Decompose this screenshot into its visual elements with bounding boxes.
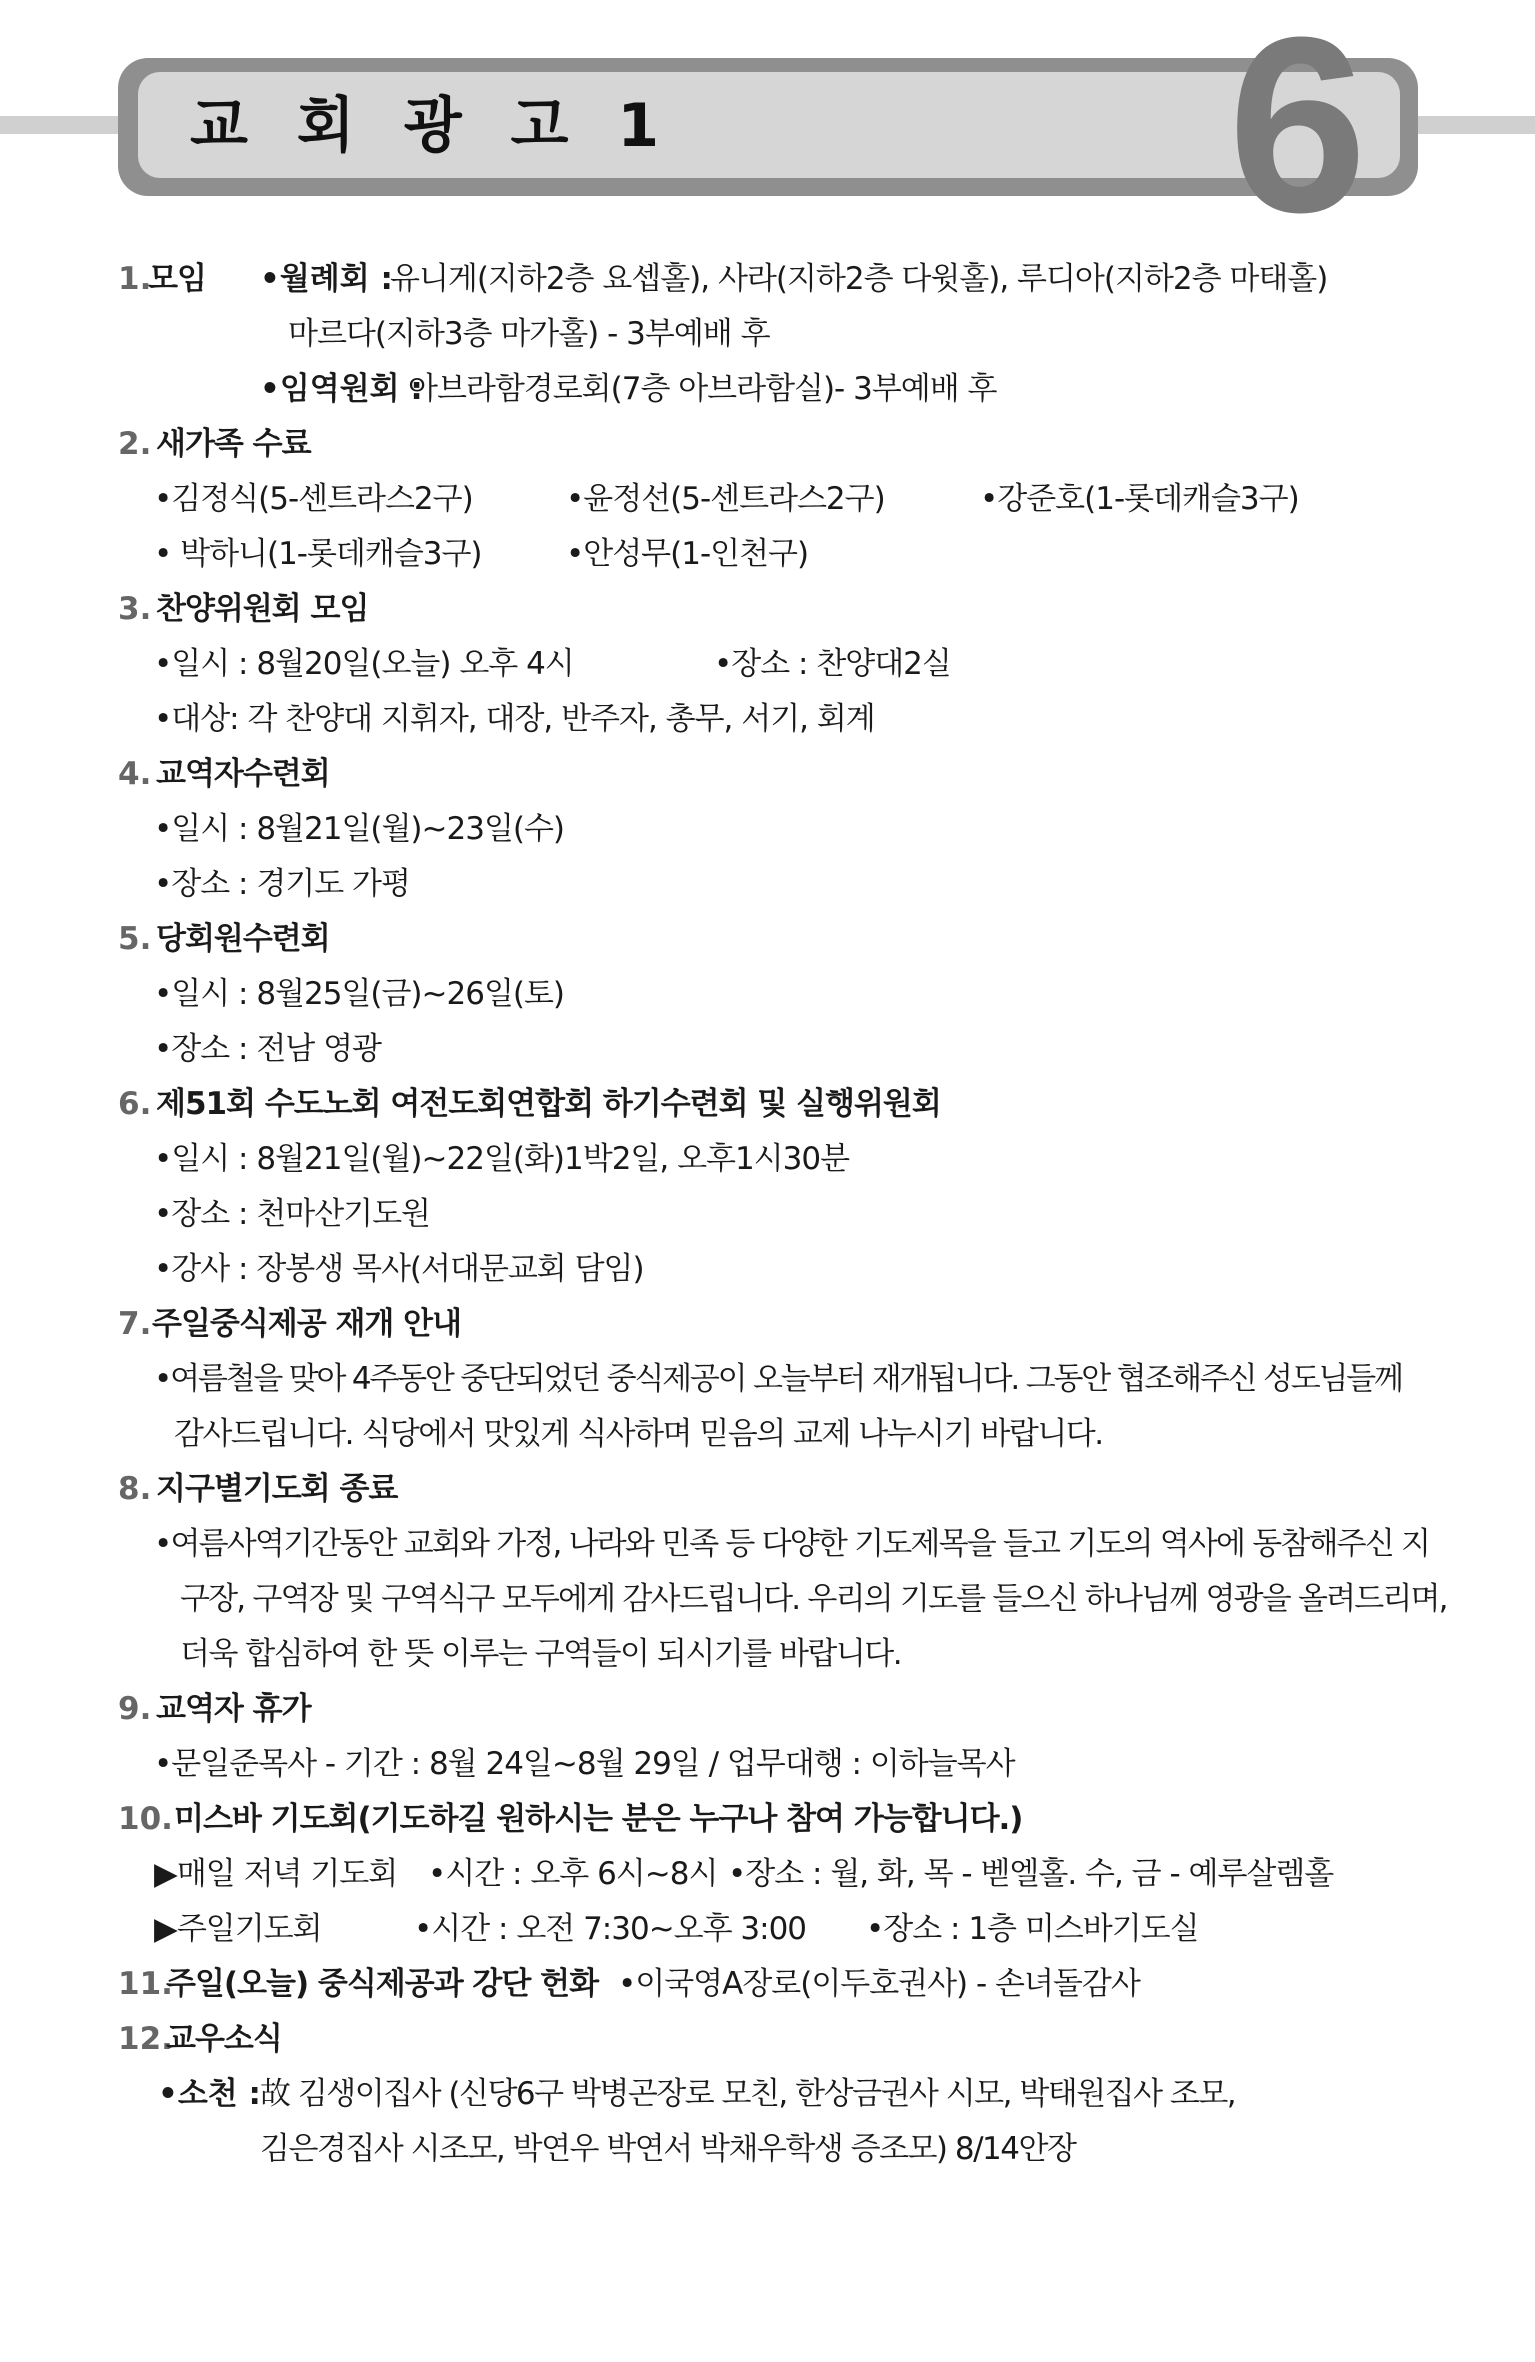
announcement-list	[118, 252, 1447, 2177]
section-4-line	[118, 802, 1418, 857]
list-item: • 박하니(1-롯데캐슬3구)	[154, 536, 482, 572]
section-title: 교역자 휴가	[156, 1691, 311, 1727]
section-6-line	[118, 1132, 1418, 1187]
item-label: •임역원회 :	[260, 371, 423, 407]
section-8-line	[118, 1627, 1418, 1682]
section-7-line	[118, 1407, 1418, 1462]
item-text: 더욱 합심하여 한 뜻 이루는 구역들이 되시기를 바랍니다.	[180, 1636, 902, 1672]
section-title: 주일중식제공 재개 안내	[152, 1306, 462, 1342]
list-item: •김정식(5-센트라스2구)	[154, 481, 473, 517]
section-8-header	[118, 1462, 1418, 1517]
section-8-line	[118, 1517, 1430, 1572]
section-4-header	[118, 747, 1418, 802]
section-6-line	[118, 1242, 1418, 1297]
section-2-line	[118, 472, 1418, 527]
item-label: •소천 :	[158, 2076, 261, 2112]
item-text: •여름철을 맞아 4주동안 중단되었던 중식제공이 오늘부터 재개됩니다. 그동안 협조해주신 성도님들께	[154, 1361, 1402, 1397]
page-number: 6	[1228, 0, 1368, 264]
item-text: •장소 : 1층 미스바기도실	[866, 1911, 1199, 1947]
section-title: 교우소식	[166, 2021, 282, 2057]
section-3-line	[118, 637, 1418, 692]
section-5-line	[118, 1022, 1418, 1077]
section-number: 8.	[118, 1471, 152, 1507]
list-item: •윤정선(5-센트라스2구)	[566, 481, 885, 517]
item-text: ▶매일 저녁 기도회	[154, 1856, 398, 1892]
item-text: 구장, 구역장 및 구역식구 모두에게 감사드립니다. 우리의 기도를 들으신 하나님께 영광을 올려드리며,	[180, 1581, 1447, 1617]
section-9-line	[118, 1737, 1418, 1792]
section-title: 미스바 기도회(기도하길 원하시는 분은 누구나 참여 가능합니다.)	[174, 1801, 1023, 1837]
section-number: 12.	[118, 2021, 173, 2057]
section-7-line	[118, 1352, 1418, 1407]
item-text: •시간 : 오후 6시~8시	[428, 1856, 718, 1892]
section-12-line	[118, 2067, 1418, 2122]
section-5-header	[118, 912, 1418, 967]
item-text: 아브라함경로회(7층 아브라함실)- 3부예배 후	[408, 371, 997, 407]
section-3-header	[118, 582, 1418, 637]
section-number: 7.	[118, 1306, 152, 1342]
section-title: 새가족 수료	[156, 426, 311, 462]
section-10-line	[118, 1902, 1418, 1957]
item-text: ▶주일기도회	[154, 1911, 322, 1947]
section-10-line	[118, 1847, 1418, 1902]
item-text: •강사 : 장봉생 목사(서대문교회 담임)	[154, 1251, 644, 1287]
section-title: 주일(오늘) 중식제공과 강단 헌화	[166, 1966, 599, 2002]
page-title: 교 회 광 고 1	[190, 91, 674, 161]
section-9-header	[118, 1682, 1418, 1737]
list-item: •안성무(1-인천구)	[566, 536, 809, 572]
section-1-line	[118, 362, 1418, 417]
section-number: 1.	[118, 261, 152, 297]
section-4-line	[118, 857, 1418, 912]
item-text: •시간 : 오전 7:30~오후 3:00	[414, 1911, 807, 1947]
section-title: 찬양위원회 모임	[156, 591, 369, 627]
section-10-header	[118, 1792, 1418, 1847]
section-number: 9.	[118, 1691, 152, 1727]
section-6-line	[118, 1187, 1418, 1242]
item-text: •장소 : 천마산기도원	[154, 1196, 431, 1232]
item-text: •일시 : 8월21일(월)~22일(화)1박2일, 오후1시30분	[154, 1141, 850, 1177]
section-number: 4.	[118, 756, 152, 792]
item-text: •이국영A장로(이두호권사) - 손녀돌감사	[618, 1966, 1140, 2002]
section-11-header	[118, 1957, 1418, 2012]
section-12-header	[118, 2012, 1418, 2067]
header-rule-right	[1400, 116, 1535, 134]
section-7-header	[118, 1297, 1418, 1352]
item-text: •장소 : 찬양대2실	[714, 646, 951, 682]
section-title: 교역자수련회	[156, 756, 330, 792]
section-title: 제51회 수도노회 여전도회연합회 하기수련회 및 실행위원회	[156, 1086, 941, 1122]
section-3-line	[118, 692, 1418, 747]
section-number: 2.	[118, 426, 152, 462]
section-1-line	[118, 307, 1418, 362]
item-text: 김은경집사 시조모, 박연우 박연서 박채우학생 증조모) 8/14안장	[260, 2131, 1076, 2167]
item-text: •장소 : 전남 영광	[154, 1031, 381, 1067]
item-text: 故 김생이집사 (신당6구 박병곤장로 모친, 한상금권사 시모, 박태원집사 조모,	[260, 2076, 1236, 2112]
item-text: 감사드립니다. 식당에서 맛있게 식사하며 믿음의 교제 나누시기 바랍니다.	[174, 1416, 1103, 1452]
section-title: 당회원수련회	[156, 921, 330, 957]
item-text: •문일준목사 - 기간 : 8월 24일~8월 29일 / 업무대행 : 이하늘목사	[154, 1746, 1015, 1782]
item-text: 마르다(지하3층 마가홀) - 3부예배 후	[288, 316, 770, 352]
section-6-header	[118, 1077, 1418, 1132]
item-text: •일시 : 8월21일(월)~23일(수)	[154, 811, 565, 847]
section-number: 5.	[118, 921, 152, 957]
section-number: 10.	[118, 1801, 173, 1837]
item-text: •여름사역기간동안 교회와 가정, 나라와 민족 등 다양한 기도제목을 들고 기도의 역사에 동참해주신 지	[154, 1526, 1430, 1562]
item-label: •월례회 :	[260, 261, 393, 297]
section-title: 모임	[148, 261, 206, 297]
item-text: •장소 : 월, 화, 목 - 벧엘홀. 수, 금 - 예루살렘홀	[728, 1856, 1334, 1892]
section-8-line	[118, 1572, 1447, 1627]
section-number: 6.	[118, 1086, 152, 1122]
item-text: •일시 : 8월20일(오늘) 오후 4시	[154, 646, 574, 682]
list-item: •강준호(1-롯데캐슬3구)	[980, 481, 1299, 517]
section-1-header	[118, 252, 1418, 307]
section-12-line	[118, 2122, 1418, 2177]
item-text: •장소 : 경기도 가평	[154, 866, 410, 902]
section-2-line	[118, 527, 1418, 582]
section-number: 3.	[118, 591, 152, 627]
item-text: •대상: 각 찬양대 지휘자, 대장, 반주자, 총무, 서기, 회계	[154, 701, 875, 737]
section-title: 지구별기도회 종료	[156, 1471, 398, 1507]
item-text: 유니게(지하2층 요셉홀), 사라(지하2층 다윗홀), 루디아(지하2층 마태홀)	[390, 261, 1328, 297]
item-text: •일시 : 8월25일(금)~26일(토)	[154, 976, 565, 1012]
section-2-header	[118, 417, 1418, 472]
section-5-line	[118, 967, 1418, 1022]
section-number: 11.	[118, 1966, 173, 2002]
